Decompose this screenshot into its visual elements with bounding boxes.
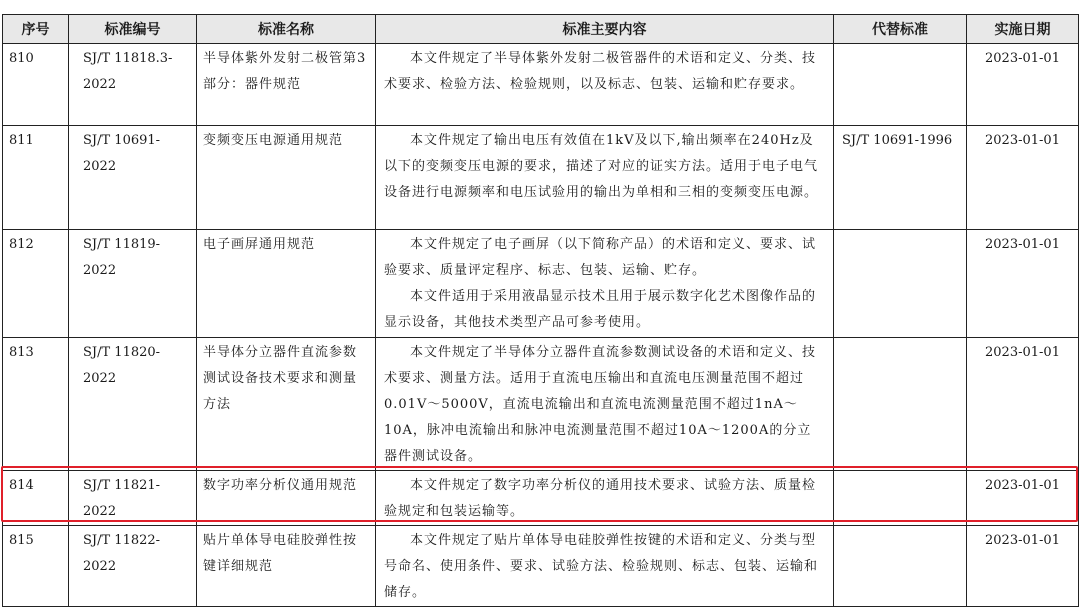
row-date: 2023-01-01 bbox=[967, 471, 1079, 526]
row-seq: 815 bbox=[3, 526, 69, 607]
row-code: SJ/T 11822-2022 bbox=[69, 526, 197, 607]
row-date: 2023-01-01 bbox=[967, 338, 1079, 471]
row-seq: 814 bbox=[3, 471, 69, 526]
content-paragraph: 本文件规定了输出电压有效值在1kV及以下,输出频率在240Hz及以下的变频变压电源的要求，描述了对应的证实方法。适用于电子电气设备进行电源频率和电压试验用的输出为单相和三相的变频变压电源。 bbox=[384, 133, 819, 200]
row-seq: 810 bbox=[3, 44, 69, 126]
row-code: SJ/T 10691-2022 bbox=[69, 126, 197, 230]
row-name: 半导体紫外发射二极管第3部分：器件规范 bbox=[197, 44, 376, 126]
standards-table bbox=[2, 14, 1079, 607]
table-row bbox=[3, 471, 1079, 526]
row-date: 2023-01-01 bbox=[967, 126, 1079, 230]
row-code: SJ/T 11821-2022 bbox=[69, 471, 197, 526]
row-replaced bbox=[834, 471, 967, 526]
row-code: SJ/T 11820-2022 bbox=[69, 338, 197, 471]
row-content bbox=[376, 44, 834, 126]
content-paragraph: 本文件规定了电子画屏（以下简称产品）的术语和定义、要求、试验要求、质量评定程序、标志、包装、运输、贮存。 bbox=[384, 237, 817, 278]
row-replaced bbox=[834, 526, 967, 607]
header-name: 标准名称 bbox=[197, 15, 376, 44]
row-seq: 813 bbox=[3, 338, 69, 471]
content-paragraph: 本文件规定了数字功率分析仪的通用技术要求、试验方法、质量检验规定和包装运输等。 bbox=[384, 478, 817, 519]
header-replaced: 代替标准 bbox=[834, 15, 967, 44]
header-content: 标准主要内容 bbox=[376, 15, 834, 44]
row-content bbox=[376, 526, 834, 607]
table-row bbox=[3, 526, 1079, 607]
header-seq: 序号 bbox=[3, 15, 69, 44]
row-code: SJ/T 11819-2022 bbox=[69, 230, 197, 338]
row-replaced bbox=[834, 230, 967, 338]
content-paragraph: 本文件适用于采用液晶显示技术且用于展示数字化艺术图像作品的显示设备，其他技术类型产品可参考使用。 bbox=[384, 289, 817, 330]
header-code: 标准编号 bbox=[69, 15, 197, 44]
table-row bbox=[3, 44, 1079, 126]
table-header-row bbox=[3, 15, 1079, 44]
row-replaced bbox=[834, 338, 967, 471]
row-name: 电子画屏通用规范 bbox=[197, 230, 376, 338]
row-date: 2023-01-01 bbox=[967, 44, 1079, 126]
content-paragraph: 本文件规定了贴片单体导电硅胶弹性按键的术语和定义、分类与型号命名、使用条件、要求、试验方法、检验规则、标志、包装、运输和储存。 bbox=[384, 533, 819, 600]
row-date: 2023-01-01 bbox=[967, 526, 1079, 607]
row-content bbox=[376, 230, 834, 338]
row-content bbox=[376, 126, 834, 230]
content-paragraph: 本文件规定了半导体分立器件直流参数测试设备的术语和定义、技术要求、测量方法。适用于直流电压输出和直流电压测量范围不超过0.01V～5000V，直流电流输出和直流电流测量范围不超过1nA～10A，脉冲电流输出和脉冲电流测量范围不超过10A～1200A的分立器件测试设备。 bbox=[384, 345, 817, 464]
row-content bbox=[376, 471, 834, 526]
row-date: 2023-01-01 bbox=[967, 230, 1079, 338]
table-row bbox=[3, 230, 1079, 338]
row-replaced: SJ/T 10691-1996 bbox=[834, 126, 967, 230]
row-code: SJ/T 11818.3-2022 bbox=[69, 44, 197, 126]
row-seq: 811 bbox=[3, 126, 69, 230]
header-date: 实施日期 bbox=[967, 15, 1079, 44]
table-row bbox=[3, 338, 1079, 471]
row-name: 变频变压电源通用规范 bbox=[197, 126, 376, 230]
row-name: 贴片单体导电硅胶弹性按键详细规范 bbox=[197, 526, 376, 607]
table-row bbox=[3, 126, 1079, 230]
row-seq: 812 bbox=[3, 230, 69, 338]
content-paragraph: 本文件规定了半导体紫外发射二极管器件的术语和定义、分类、技术要求、检验方法、检验规则，以及标志、包装、运输和贮存要求。 bbox=[384, 51, 817, 92]
row-replaced bbox=[834, 44, 967, 126]
row-name: 数字功率分析仪通用规范 bbox=[197, 471, 376, 526]
row-content bbox=[376, 338, 834, 471]
row-name: 半导体分立器件直流参数测试设备技术要求和测量方法 bbox=[197, 338, 376, 471]
